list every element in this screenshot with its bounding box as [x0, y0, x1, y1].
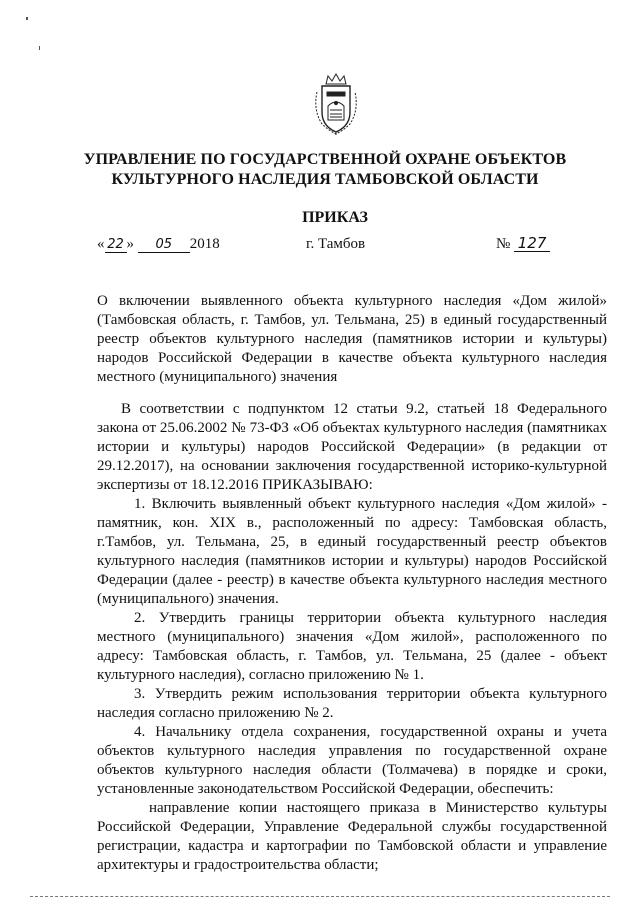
scan-speck: [39, 46, 40, 50]
item-3-paragraph: 3. Утвердить режим использования территории объекта культурного наследия согласно приложению № 2.: [97, 686, 607, 721]
date-day: 22: [107, 237, 124, 252]
scan-speck: [26, 17, 28, 20]
organization-name: [60, 150, 590, 190]
number-label: №: [496, 236, 511, 252]
preamble-paragraph: В соответствии с подпунктом 12 статьи 9.2, статьей 18 Федерального закона от 25.06.2002 № 73-ФЗ «Об объектах культурного наследия (памятниках истории и культуры) народов Российской Федерации» (в редакции от 29.12.2017), на основании заключения государственной историко-культурной экспертизы от 18.12.2016 ПРИКАЗЫВАЮ:: [97, 401, 607, 493]
item-4a-paragraph: направление копии настоящего приказа в Министерство культуры Российской Федерации, Управление Федеральной службы государственной регистрации, кадастра и картографии по Тамбовской области и управление архитектуры и градостроительства области;: [97, 800, 607, 873]
date-quote-close: »: [126, 236, 134, 252]
order-number: [496, 236, 550, 253]
order-date: [97, 236, 220, 253]
order-city: г. Тамбов: [306, 236, 366, 252]
document-title: ПРИКАЗ: [302, 209, 368, 226]
page-bottom-edge: [30, 896, 610, 898]
number-value: 127: [517, 234, 547, 252]
item-4-paragraph: 4. Начальнику отдела сохранения, государственной охраны и учета объектов культурного наследия управления по государственной охране объектов культурного наследия области (Толмачева) в порядке и сроки, установленные законодательством Российской Федерации, обеспечить:: [97, 724, 607, 797]
org-line-2: КУЛЬТУРНОГО НАСЛЕДИЯ ТАМБОВСКОЙ ОБЛАСТИ: [111, 171, 539, 188]
date-month: 05: [155, 237, 173, 252]
item-1-paragraph: 1. Включить выявленный объект культурного наследия «Дом жилой» - памятник, кон. XIX в., расположенный по адресу: Тамбовская область, г.Тамбов, ул. Тельмана, 25, в единый государственный реестр объектов культурного наследия (памятников истории и культуры) народов Российской Федерации (далее - реестр) в качестве объекта культурного наследия местного (муниципального) значения.: [97, 496, 607, 607]
order-body: [97, 400, 607, 875]
org-line-1: УПРАВЛЕНИЕ ПО ГОСУДАРСТВЕННОЙ ОХРАНЕ ОБЪЕКТОВ: [83, 151, 567, 168]
date-year: 2018: [189, 236, 220, 252]
item-2-paragraph: 2. Утвердить границы территории объекта культурного наследия местного (муниципального) значения «Дом жилой», расположенного по адресу: Тамбовская область, г. Тамбов, ул. Тельмана, 25 (далее - объект культурного наследия), согласно приложению № 1.: [97, 610, 607, 683]
order-subject: О включении выявленного объекта культурного наследия «Дом жилой» (Тамбовская область, г. Тамбов, ул. Тельмана, 25) в единый государственный реестр объектов культурного наследия (памятников истории и культуры) народов Российской Федерации в качестве объекта культурного наследия местного (муниципального) значения: [97, 293, 607, 385]
coat-of-arms-emblem: [312, 72, 360, 136]
date-quote-open: «: [97, 236, 105, 252]
